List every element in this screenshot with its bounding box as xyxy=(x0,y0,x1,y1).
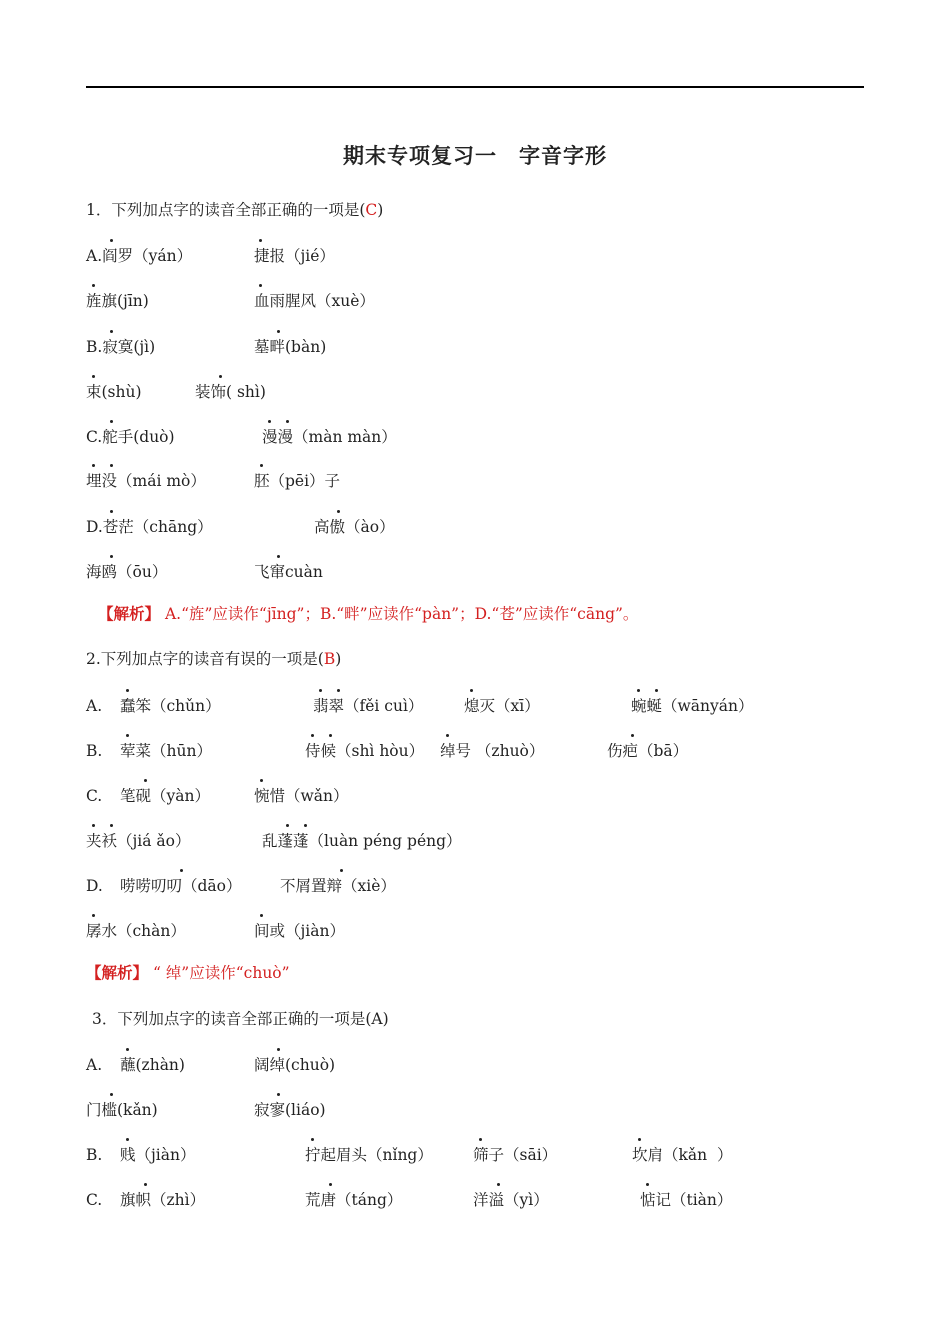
q1-option-b-item1: B.寂寞(jì) xyxy=(86,338,156,356)
q2-option-c-item2: 惋惜（wǎn） xyxy=(254,787,349,805)
q2-option-d-item4: 间或（jiàn） xyxy=(254,922,345,940)
q2-option-d-item2: 不屑置辩（xiè） xyxy=(280,877,396,895)
emphasis-dot xyxy=(304,824,307,827)
emphasis-dot xyxy=(110,510,113,513)
q1-option-b-item3: 束(shù) xyxy=(86,383,142,401)
page-title: 期末专项复习一 字音字形 xyxy=(343,143,607,168)
emphasis-dot xyxy=(110,330,113,333)
emphasis-dot xyxy=(92,464,95,467)
emphasis-dot xyxy=(637,689,640,692)
q1-option-a-item1: A.阎罗（yán） xyxy=(86,247,193,265)
question-2-analysis: 【解析】 “ 绰”应读作“chuò” xyxy=(86,963,290,982)
question-3-stem: 3．下列加点字的读音全部正确的一项是(A) xyxy=(92,1010,389,1028)
emphasis-dot xyxy=(92,284,95,287)
emphasis-dot xyxy=(277,1048,280,1051)
q2-option-c-item4: 乱蓬蓬（luàn péng péng） xyxy=(262,832,462,850)
q3-option-a-item3: 门槛(kǎn) xyxy=(86,1101,158,1119)
emphasis-dot xyxy=(631,734,634,737)
emphasis-dot xyxy=(638,1138,641,1141)
q2-option-b-item1: 荤菜（hūn） xyxy=(120,742,212,760)
q1-option-b-item2: 墓畔(bàn) xyxy=(254,338,327,356)
q2-option-b-label: B. xyxy=(86,742,103,760)
emphasis-dot xyxy=(337,689,340,692)
q3-option-b-item1: 贱（jiàn） xyxy=(120,1146,196,1164)
q2-option-c-label: C. xyxy=(86,787,103,805)
q1-option-a-item2: 捷报（jié） xyxy=(254,247,335,265)
emphasis-dot xyxy=(126,689,129,692)
emphasis-dot xyxy=(497,1183,500,1186)
emphasis-dot xyxy=(92,914,95,917)
emphasis-dot xyxy=(277,1093,280,1096)
emphasis-dot xyxy=(110,824,113,827)
emphasis-dot xyxy=(470,689,473,692)
q2-option-b-item2: 侍候（shì hòu） xyxy=(305,742,425,760)
emphasis-dot xyxy=(110,420,113,423)
q2-option-a-item3: 熄灭（xī） xyxy=(464,697,540,715)
q3-option-a-item1: 蘸(zhàn) xyxy=(120,1056,185,1074)
q2-option-d-item1: 唠唠叨叨（dāo） xyxy=(120,877,242,895)
q3-option-c-item2: 荒唐（táng） xyxy=(305,1191,403,1209)
emphasis-dot xyxy=(92,375,95,378)
q1-option-c-item1: C.舵手(duò) xyxy=(86,428,175,446)
q3-option-c-label: C. xyxy=(86,1191,103,1209)
emphasis-dot xyxy=(259,284,262,287)
emphasis-dot xyxy=(319,689,322,692)
q2-option-b-item4: 伤疤（bā） xyxy=(607,742,689,760)
emphasis-dot xyxy=(329,734,332,737)
question-1-answer: C xyxy=(365,201,378,219)
q3-option-b-item2: 拧起眉头（nǐng） xyxy=(305,1146,433,1164)
q1-option-c-item2: 漫漫（màn màn） xyxy=(262,428,397,446)
q1-option-a-item4: 血雨腥风（xuè） xyxy=(254,292,375,310)
question-1-stem: 1．下列加点字的读音全部正确的一项是(C) xyxy=(86,201,384,219)
emphasis-dot xyxy=(110,464,113,467)
q2-option-c-item1: 笔砚（yàn） xyxy=(120,787,210,805)
emphasis-dot xyxy=(260,779,263,782)
q1-option-d-item1: D.苍茫（chāng） xyxy=(86,518,213,536)
q2-option-c-item3: 夹袄（jiá ǎo） xyxy=(86,832,191,850)
q2-option-a-item4: 蜿蜒（wānyán） xyxy=(631,697,754,715)
emphasis-dot xyxy=(268,420,271,423)
emphasis-dot xyxy=(126,1138,129,1141)
emphasis-dot xyxy=(180,869,183,872)
q1-option-d-item3: 海鸥（ōu） xyxy=(86,563,168,581)
question-1-analysis: 【解析】 A.“旌”应读作“jīng”；B.“畔”应读作“pàn”；D.“苍”应读作“cāng”。 xyxy=(98,604,639,623)
emphasis-dot xyxy=(260,914,263,917)
emphasis-dot xyxy=(110,555,113,558)
header-rule xyxy=(86,86,864,88)
q3-option-b-label: B. xyxy=(86,1146,103,1164)
emphasis-dot xyxy=(329,1183,332,1186)
emphasis-dot xyxy=(655,689,658,692)
q2-option-a-item1: 蠢笨（chǔn） xyxy=(120,697,221,715)
emphasis-dot xyxy=(126,734,129,737)
q2-option-d-label: D. xyxy=(86,877,103,895)
emphasis-dot xyxy=(479,1138,482,1141)
q3-option-c-item3: 洋溢（yì） xyxy=(473,1191,549,1209)
emphasis-dot xyxy=(126,1048,129,1051)
q3-option-c-item4: 惦记（tiàn） xyxy=(640,1191,733,1209)
emphasis-dot xyxy=(260,464,263,467)
q1-option-d-item4: 飞窜cuàn xyxy=(254,563,323,581)
q3-option-b-item4: 坎肩（kǎn ） xyxy=(632,1146,733,1164)
q1-option-c-item3: 埋没（mái mò） xyxy=(86,472,206,490)
emphasis-dot xyxy=(286,824,289,827)
q1-option-d-item2: 高傲（ào） xyxy=(314,518,395,536)
q3-option-a-item4: 寂寥(liáo) xyxy=(254,1101,326,1119)
q2-option-a-item2: 翡翠（fěi cuì） xyxy=(313,697,424,715)
q3-option-a-label: A. xyxy=(86,1056,103,1074)
emphasis-dot xyxy=(144,1183,147,1186)
emphasis-dot xyxy=(286,420,289,423)
q2-option-b-item3: 绰号 （zhuò） xyxy=(440,742,545,760)
emphasis-dot xyxy=(144,779,147,782)
emphasis-dot xyxy=(277,330,280,333)
emphasis-dot xyxy=(340,869,343,872)
q2-option-a-label: A. xyxy=(86,697,103,715)
emphasis-dot xyxy=(92,824,95,827)
q3-option-b-item3: 筛子（sāi） xyxy=(473,1146,558,1164)
emphasis-dot xyxy=(259,239,262,242)
q1-option-b-item4: 装饰( shì) xyxy=(195,383,266,401)
question-2-answer: B xyxy=(323,650,336,668)
emphasis-dot xyxy=(277,555,280,558)
emphasis-dot xyxy=(311,1138,314,1141)
question-2-stem: 2.下列加点字的读音有误的一项是(B) xyxy=(86,650,342,668)
q1-option-c-item4: 胚（pēi）子 xyxy=(254,472,341,490)
emphasis-dot xyxy=(110,239,113,242)
emphasis-dot xyxy=(337,510,340,513)
q2-option-d-item3: 孱水（chàn） xyxy=(86,922,186,940)
q3-option-c-item1: 旗帜（zhì） xyxy=(120,1191,206,1209)
emphasis-dot xyxy=(646,1183,649,1186)
q3-option-a-item2: 阔绰(chuò) xyxy=(254,1056,336,1074)
emphasis-dot xyxy=(110,1093,113,1096)
emphasis-dot xyxy=(446,734,449,737)
emphasis-dot xyxy=(219,375,222,378)
q1-option-a-item3: 旌旗(jīn) xyxy=(86,292,149,310)
emphasis-dot xyxy=(311,734,314,737)
